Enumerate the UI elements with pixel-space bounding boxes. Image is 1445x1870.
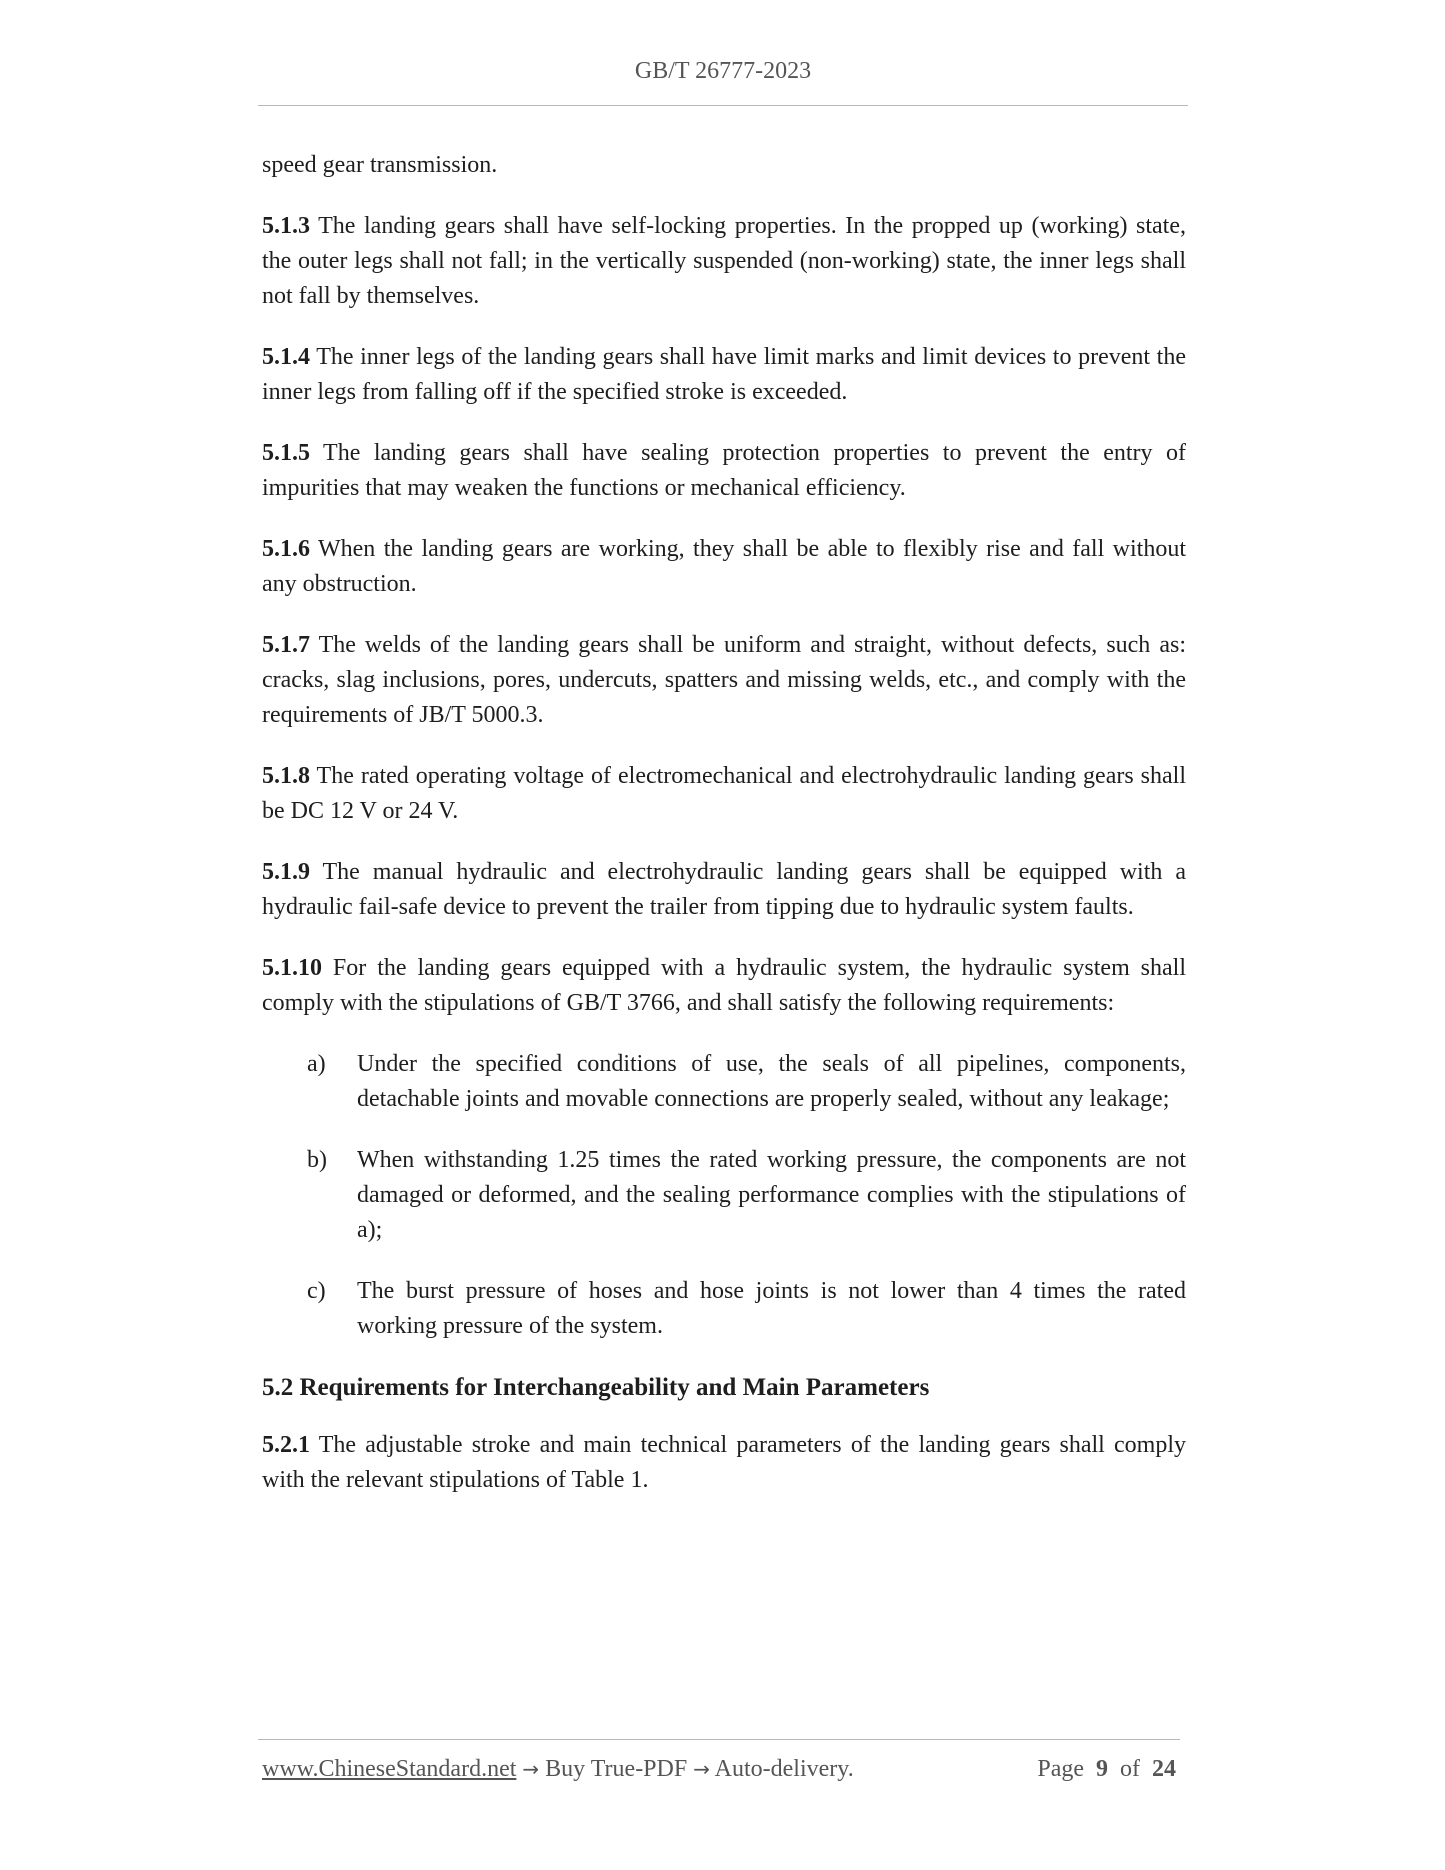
clause-5-1-8 [262, 759, 1186, 829]
document-header [258, 58, 1188, 85]
clause-number: 5.1.7 [262, 632, 310, 658]
clause-number: 5.2.1 [262, 1432, 310, 1458]
clause-text: The landing gears shall have sealing protection properties to prevent the entry of impurities that may weaken the functions or mechanical efficiency. [262, 440, 1186, 501]
requirements-list [262, 1047, 1186, 1344]
clause-text: The manual hydraulic and electrohydraulic landing gears shall be equipped with a hydraulic fail-safe device to prevent the trailer from tipping due to hydraulic system faults. [262, 859, 1186, 920]
clause-number: 5.1.4 [262, 344, 310, 370]
document-body [262, 148, 1186, 1524]
clause-5-1-6 [262, 532, 1186, 602]
list-item [262, 1274, 1186, 1344]
clause-text: The inner legs of the landing gears shall have limit marks and limit devices to prevent the inner legs from falling off if the specified stroke is exceeded. [262, 344, 1186, 405]
list-text: Under the specified conditions of use, the seals of all pipelines, components, detachable joints and movable connections are properly sealed, without any leakage; [357, 1051, 1186, 1112]
clause-number: 5.1.9 [262, 859, 310, 885]
arrow-right-icon: → [522, 1757, 540, 1781]
clause-text: For the landing gears equipped with a hydraulic system, the hydraulic system shall comply with the stipulations of GB/T 3766, and shall satisfy the following requirements: [262, 955, 1186, 1016]
list-item [262, 1143, 1186, 1248]
clause-5-1-9 [262, 855, 1186, 925]
clause-5-2-1 [262, 1428, 1186, 1498]
buy-text: Buy True-PDF [539, 1756, 694, 1782]
list-label: c) [307, 1278, 326, 1304]
continued-paragraph: speed gear transmission. [262, 152, 498, 178]
clause-5-1-5 [262, 436, 1186, 506]
list-label: a) [307, 1051, 326, 1077]
page-total: 24 [1152, 1756, 1176, 1782]
delivery-text: Auto-delivery. [709, 1756, 854, 1782]
of-word: of [1120, 1756, 1140, 1782]
clause-5-1-3 [262, 209, 1186, 314]
header-divider [258, 105, 1188, 106]
site-link[interactable]: www.ChineseStandard.net [262, 1756, 517, 1782]
list-text: When withstanding 1.25 times the rated working pressure, the components are not damaged or deformed, and the sealing performance complies with the stipulations of a); [357, 1147, 1186, 1243]
section-heading-5-2: 5.2 Requirements for Interchangeability and Main Parameters [262, 1374, 930, 1401]
page-word: Page [1037, 1756, 1084, 1782]
clause-text: When the landing gears are working, they shall be able to flexibly rise and fall without any obstruction. [262, 536, 1186, 597]
list-label: b) [307, 1147, 327, 1173]
clause-number: 5.1.6 [262, 536, 310, 562]
footer-divider [258, 1739, 1180, 1740]
clause-5-1-4 [262, 340, 1186, 410]
clause-text: The landing gears shall have self-locking properties. In the propped up (working) state, the outer legs shall not fall; in the vertically suspended (non-working) state, the inner legs shall not fall by themselves. [262, 213, 1186, 309]
clause-text: The adjustable stroke and main technical parameters of the landing gears shall comply with the relevant stipulations of Table 1. [262, 1432, 1186, 1493]
clause-number: 5.1.8 [262, 763, 310, 789]
clause-text: The rated operating voltage of electromechanical and electrohydraulic landing gears shall be DC 12 V or 24 V. [262, 763, 1186, 824]
list-text: The burst pressure of hoses and hose joints is not lower than 4 times the rated working pressure of the system. [357, 1278, 1186, 1339]
list-item [262, 1047, 1186, 1117]
page-footer [262, 1756, 1180, 1783]
arrow-right-icon: → [693, 1757, 710, 1781]
clause-5-1-10 [262, 951, 1186, 1021]
clause-number: 5.1.10 [262, 955, 322, 981]
clause-number: 5.1.5 [262, 440, 310, 466]
page-indicator [1037, 1756, 1176, 1783]
document-id: GB/T 26777-2023 [634, 58, 812, 84]
clause-5-1-7 [262, 628, 1186, 733]
clause-text: The welds of the landing gears shall be uniform and straight, without defects, such as: cracks, slag inclusions, pores, undercuts, spatters and missing welds, etc., and comply with the requirements of JB/T 5000.3. [262, 632, 1186, 728]
footer-promo [262, 1756, 854, 1783]
clause-number: 5.1.3 [262, 213, 310, 239]
page-current: 9 [1096, 1756, 1108, 1782]
